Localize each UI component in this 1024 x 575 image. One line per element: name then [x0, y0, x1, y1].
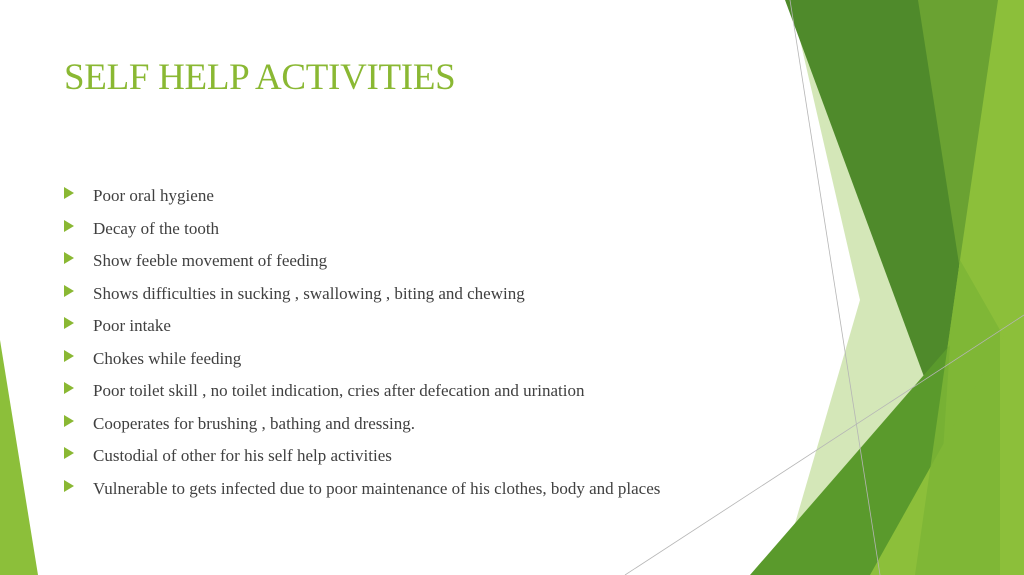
bullet-item	[64, 410, 660, 443]
bullet-text: Cooperates for brushing , bathing and dressing.	[93, 413, 415, 433]
left-edge-shape	[0, 340, 38, 575]
bullet-item	[64, 345, 660, 378]
bullet-item	[64, 247, 660, 280]
bullet-text: Shows difficulties in sucking , swallowing , biting and chewing	[93, 283, 525, 303]
bullet-text: Chokes while feeding	[93, 348, 242, 368]
bullet-item	[64, 442, 660, 475]
bullet-item	[64, 280, 660, 313]
slide-title: SELF HELP ACTIVITIES	[64, 57, 456, 98]
bullet-item	[64, 215, 660, 248]
bullet-arrow-icon	[64, 447, 74, 459]
bullet-text: Poor toilet skill , no toilet indication, cries after defecation and urination	[93, 381, 585, 400]
bullet-arrow-icon	[64, 252, 74, 264]
bullet-arrow-icon	[64, 187, 74, 199]
bullet-text: Poor intake	[93, 316, 171, 335]
bullet-text: Poor oral hygiene	[93, 186, 214, 205]
bullet-text: Vulnerable to gets infected due to poor maintenance of his clothes, body and places	[93, 478, 661, 498]
bullet-list	[64, 182, 660, 507]
bullet-arrow-icon	[64, 415, 74, 427]
bullet-arrow-icon	[64, 220, 74, 232]
bullet-arrow-icon	[64, 285, 74, 297]
bullet-arrow-icon	[64, 317, 74, 329]
bullet-text: Decay of the tooth	[93, 218, 220, 238]
bullet-item	[64, 377, 660, 410]
bullet-text: Show feeble movement of feeding	[93, 251, 328, 270]
bullet-item	[64, 312, 660, 345]
bullet-arrow-icon	[64, 350, 74, 362]
bullet-arrow-icon	[64, 480, 74, 492]
bullet-arrow-icon	[64, 382, 74, 394]
bullet-item	[64, 475, 660, 508]
bullet-text: Custodial of other for his self help activities	[93, 446, 392, 465]
bullet-item	[64, 182, 660, 215]
